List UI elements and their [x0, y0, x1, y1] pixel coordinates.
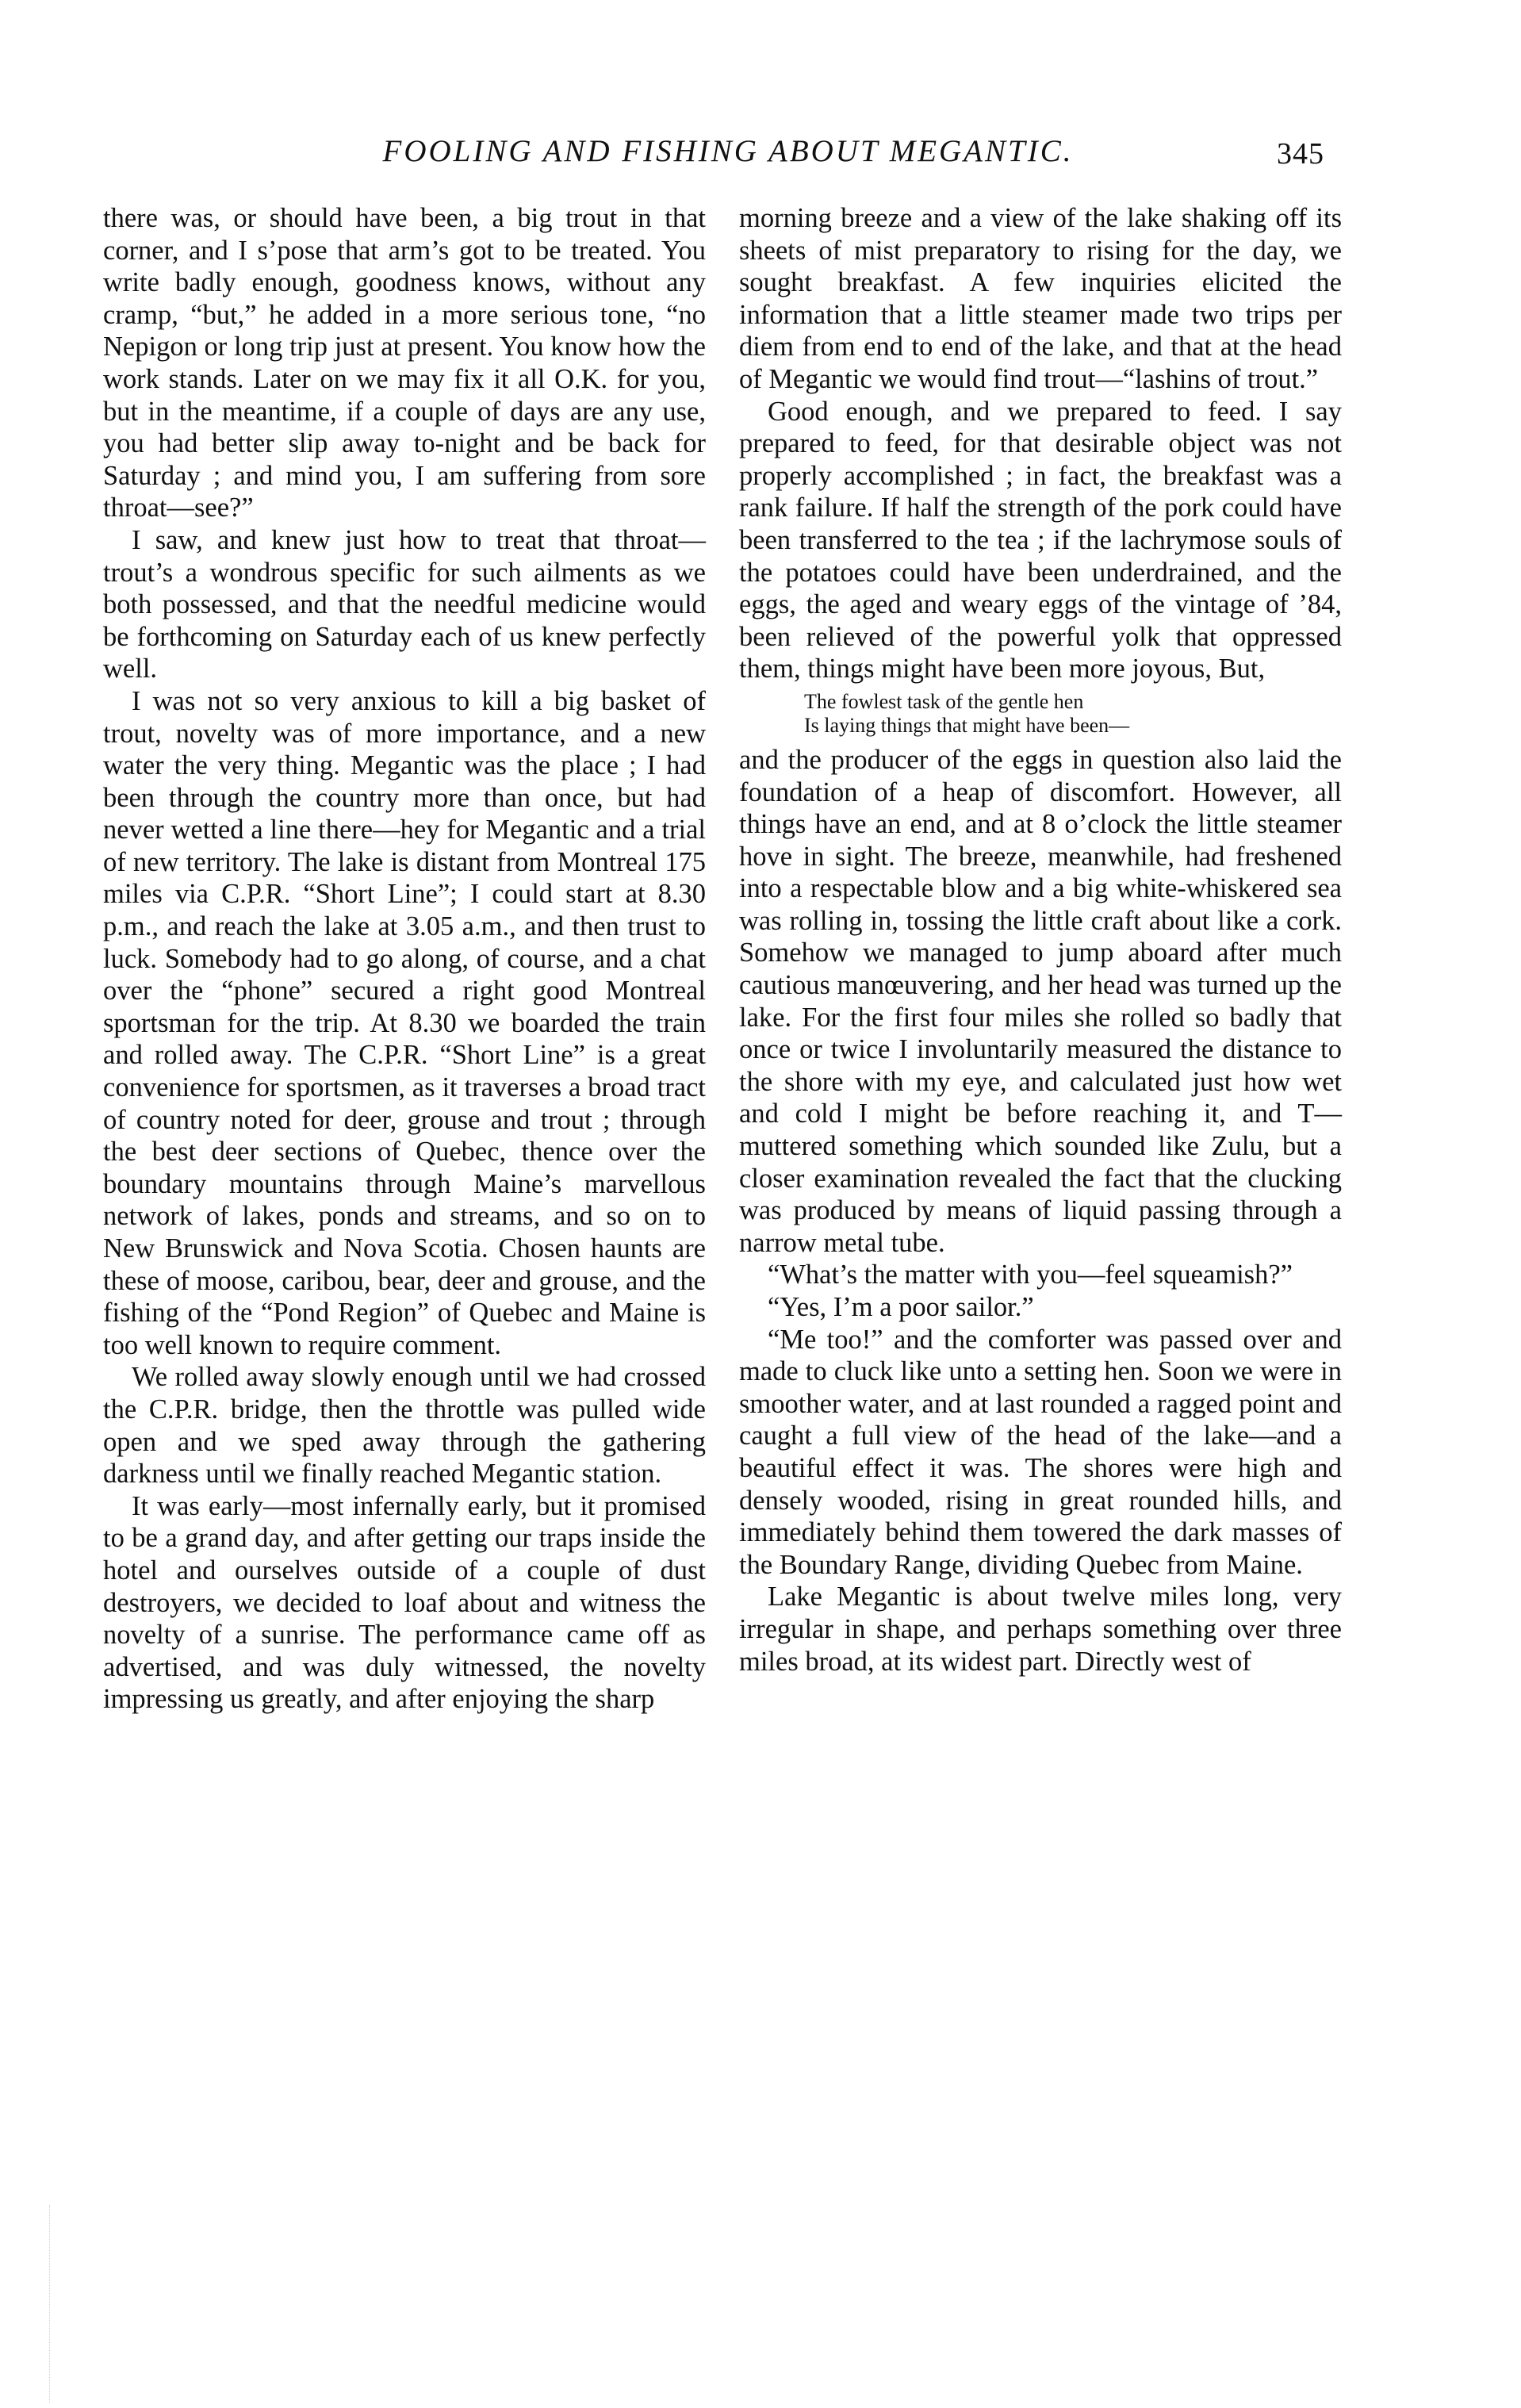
page-edge-specks [49, 2205, 53, 2403]
paragraph: We rolled away slowly enough until we had crossed the C.P.R. bridge, then the throttle was pulled wide open and we sped away through the gathering darkness until we finally reached Megantic station. [103, 1362, 706, 1490]
verse-line: Is laying things that might have been— [804, 713, 1130, 737]
paragraph-continued: there was, or should have been, a big trout in that corner, and I s’pose that arm’s got to be treated. You write badly enough, goodness knows, without any cramp, “but,” he added in a more serious tone, “no Nepigon or long trip just at present. You know how the work stands. Later on we may fix it all O.K. for you, but in the meantime, if a couple of days are any use, you had better slip away to-night and be back for Saturday ; and mind you, I am suffering from sore throat—see?” [103, 203, 706, 523]
running-title: FOOLING AND FISHING ABOUT MEGANTIC. [382, 134, 1074, 168]
page-number: 345 [1277, 137, 1324, 171]
paragraph: I saw, and knew just how to treat that throat—trout’s a wondrous specific for such ailments as we both possessed, and that the needful medicine would be forthcoming on Saturday each of us knew perfectly well. [103, 524, 706, 684]
paragraph: Good enough, and we prepared to feed. I say prepared to feed, for that desirable object was not properly accomplished ; in fact, the breakfast was a rank failure. If half the strength of the pork could have been transferred to the tea ; if the lachrymose souls of the potatoes could have been underdrained, and the eggs, the aged and weary eggs of the vintage of ’84, been relieved of the powerful yolk that oppressed them, things might have been more joyous, But, [739, 396, 1342, 684]
right-column [739, 202, 1342, 1678]
paragraph: Lake Megantic is about twelve miles long, very irregular in shape, and perhaps something over three miles broad, at its widest part. Directly west of [739, 1582, 1342, 1677]
verse-quotation [804, 690, 1342, 738]
left-column [103, 202, 706, 1716]
paragraph: “Me too!” and the comforter was passed over and made to cluck like unto a setting hen. Soon we were in smoother water, and at last rounded a ragged point and caught a full view of the head of the lake—and a beautiful effect it was. The shores were high and densely wooded, rising in great rounded hills, and immediately behind them towered the dark masses of the Boundary Range, dividing Quebec from Maine. [739, 1324, 1342, 1580]
paragraph: “What’s the matter with you—feel squeamish?” [768, 1260, 1293, 1290]
paragraph: I was not so very anxious to kill a big basket of trout, novelty was of more importance, and a new water the very thing. Megantic was the place ; I had been through the country more than once, but had never wetted a line there—hey for Megantic and a trial of new territory. The lake is distant from Montreal 175 miles via C.P.R. “Short Line”; I could start at 8.30 p.m., and reach the lake at 3.05 a.m., and then trust to luck. Somebody had to go along, of course, and a chat over the “phone” secured a right good Montreal sportsman for the trip. At 8.30 we boarded the train and rolled away. The C.P.R. “Short Line” is a great convenience for sportsmen, as it traverses a broad tract of country noted for deer, grouse and trout ; through the best deer sections of Quebec, thence over the boundary mountains through Maine’s marvellous network of lakes, ponds and streams, and so on to New Brunswick and Nova Scotia. Chosen haunts are these of moose, caribou, bear, deer and grouse, and the fishing of the “Pond Region” of Quebec and Maine is too well known to require comment. [103, 685, 706, 1360]
paragraph: It was early—most infernally early, but it promised to be a grand day, and after getting our traps inside the hotel and ourselves outside of a couple of dust destroyers, we decided to loaf about and witness the novelty of a sunrise. The performance came off as advertised, and was duly witnessed, the novelty impressing us greatly, and after enjoying the sharp [103, 1490, 706, 1715]
paragraph-continued: and the producer of the eggs in question also laid the foundation of a heap of discomfort. However, all things have an end, and at 8 o’clock the little steamer hove in sight. The breeze, meanwhile, had freshened into a respectable blow and a big white-whiskered sea was rolling in, tossing the little craft about like a cork. Somehow we managed to jump aboard after much cautious manœuvering, and her head was turned up the lake. For the first four miles she rolled so badly that once or twice I involuntarily measured the distance to the shore with my eye, and calculated just how wet and cold I might be before reaching it, and T— muttered something which sounded like Zulu, but a closer examination revealed the fact that the clucking was produced by means of liquid passing through a narrow metal tube. [739, 744, 1342, 1258]
verse-line: The fowlest task of the gentle hen [804, 689, 1084, 713]
paragraph: “Yes, I’m a poor sailor.” [768, 1292, 1034, 1322]
paragraph-continued: morning breeze and a view of the lake shaking off its sheets of mist preparatory to rising for the day, we sought breakfast. A few inquiries elicited the information that a little steamer made two trips per diem from end to end of the lake, and that at the head of Megantic we would find trout—“lashins of trout.” [739, 203, 1342, 394]
